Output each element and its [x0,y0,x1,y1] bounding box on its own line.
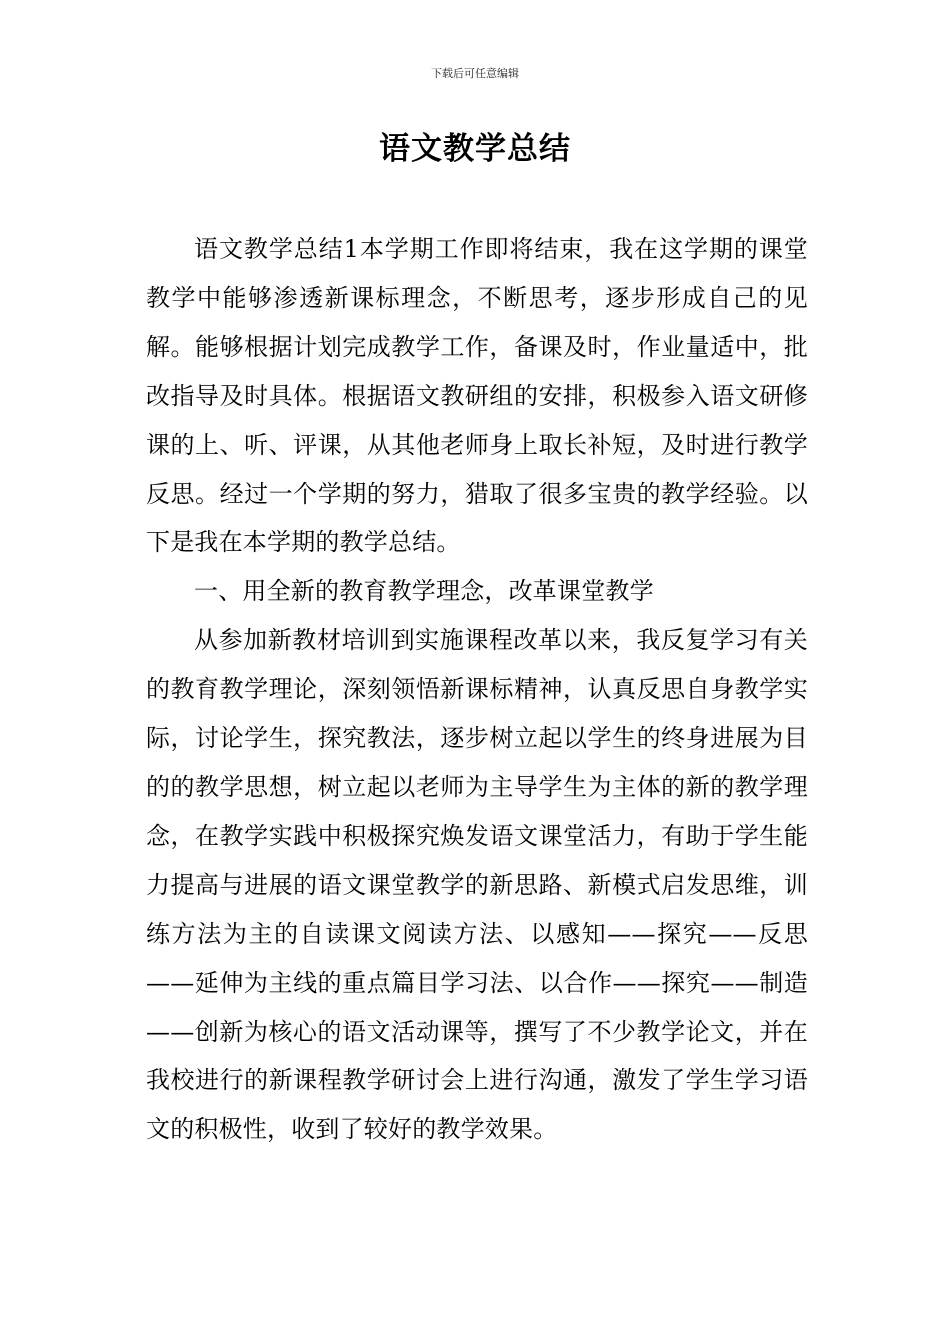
document-body [146,225,808,1154]
section-heading-1: 一、用全新的教育教学理念，改革课堂教学 [194,577,654,606]
document-title: 语文教学总结 [379,131,571,167]
header-note: 下载后可任意编辑 [431,67,519,80]
paragraph-intro: 语文教学总结1本学期工作即将结束，我在这学期的课堂教学中能够渗透新课标理念，不断思考，逐步形成自己的见解。能够根据计划完成教学工作，备课及时，作业量适中，批改指导及时具体。根据语文教研组的安排，积极参入语文研修课的上、听、评课，从其他老师身上取长补短，及时进行教学反思。经过一个学期的努力，猎取了很多宝贵的教学经验。以下是我在本学期的教学总结。 [146,235,808,557]
paragraph-section-1: 从参加新教材培训到实施课程改革以来，我反复学习有关的教育教学理论，深刻领悟新课标精神，认真反思自身教学实际，讨论学生，探究教法，逐步树立起以学生的终身进展为目的的教学思想，树立起以老师为主导学生为主体的新的教学理念，在教学实践中积极探究焕发语文课堂活力，有助于学生能力提高与进展的语文课堂教学的新思路、新模式启发思维，训练方法为主的自读课文阅读方法、以感知——探究——反思——延伸为主线的重点篇目学习法、以合作——探究——制造——创新为核心的语文活动课等，撰写了不少教学论文，并在我校进行的新课程教学研讨会上进行沟通，激发了学生学习语文的积极性，收到了较好的教学效果。 [146,626,808,1144]
